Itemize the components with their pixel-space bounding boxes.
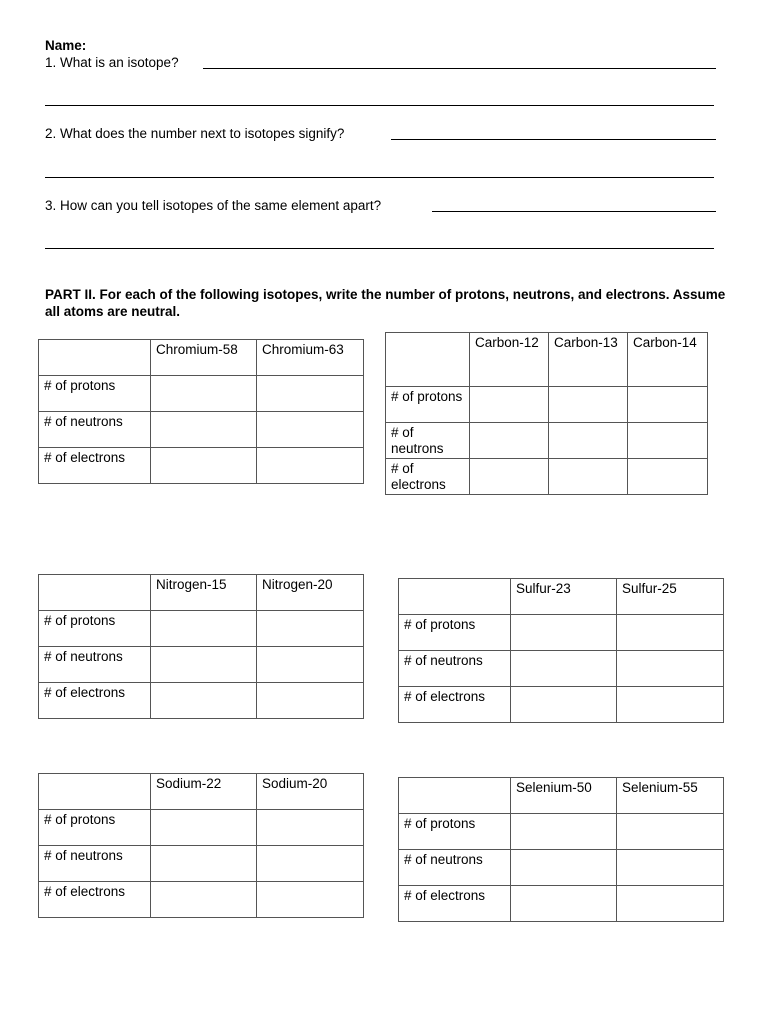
answer-line-2b[interactable] [45, 177, 714, 178]
name-label: Name: [45, 38, 87, 53]
answer-cell[interactable] [151, 846, 257, 882]
answer-cell[interactable] [151, 647, 257, 683]
row-label: # of protons [386, 387, 470, 423]
answer-cell[interactable] [470, 387, 549, 423]
part2-instructions: PART II. For each of the following isotopes, write the number of protons, neutrons, and electrons. Assume all atoms are neutral. [45, 287, 726, 319]
answer-cell[interactable] [257, 376, 364, 412]
answer-line-3a[interactable] [432, 211, 716, 212]
column-header: Carbon-14 [628, 333, 708, 387]
isotope-table-sodium [38, 773, 364, 918]
answer-cell[interactable] [549, 459, 628, 495]
isotope-table-chromium [38, 339, 364, 484]
row-label: # of electrons [399, 886, 511, 922]
row-label: # of electrons [386, 459, 470, 495]
answer-line-3b[interactable] [45, 248, 714, 249]
answer-cell[interactable] [257, 647, 364, 683]
answer-cell[interactable] [511, 886, 617, 922]
row-label: # of neutrons [386, 423, 470, 459]
column-header: Selenium-55 [617, 778, 724, 814]
column-header: Chromium-63 [257, 340, 364, 376]
corner-cell [399, 778, 511, 814]
column-header: Sulfur-25 [617, 579, 724, 615]
column-header: Sulfur-23 [511, 579, 617, 615]
column-header: Chromium-58 [151, 340, 257, 376]
answer-cell[interactable] [511, 615, 617, 651]
answer-cell[interactable] [617, 814, 724, 850]
row-label: # of neutrons [39, 846, 151, 882]
answer-cell[interactable] [617, 850, 724, 886]
answer-cell[interactable] [257, 412, 364, 448]
column-header: Carbon-12 [470, 333, 549, 387]
answer-cell[interactable] [511, 651, 617, 687]
answer-cell[interactable] [470, 459, 549, 495]
answer-cell[interactable] [617, 687, 724, 723]
answer-cell[interactable] [257, 846, 364, 882]
answer-cell[interactable] [617, 651, 724, 687]
column-header: Carbon-13 [549, 333, 628, 387]
row-label: # of protons [39, 611, 151, 647]
corner-cell [39, 340, 151, 376]
answer-cell[interactable] [257, 882, 364, 918]
answer-line-2a[interactable] [391, 139, 716, 140]
answer-cell[interactable] [617, 886, 724, 922]
column-header: Sodium-22 [151, 774, 257, 810]
column-header: Sodium-20 [257, 774, 364, 810]
answer-cell[interactable] [628, 387, 708, 423]
question-2: 2. What does the number next to isotopes signify? [45, 126, 345, 141]
answer-cell[interactable] [470, 423, 549, 459]
corner-cell [386, 333, 470, 387]
answer-cell[interactable] [257, 683, 364, 719]
answer-cell[interactable] [257, 810, 364, 846]
column-header: Nitrogen-20 [257, 575, 364, 611]
corner-cell [399, 579, 511, 615]
answer-cell[interactable] [511, 850, 617, 886]
answer-cell[interactable] [628, 423, 708, 459]
row-label: # of electrons [39, 448, 151, 484]
answer-cell[interactable] [151, 683, 257, 719]
column-header: Nitrogen-15 [151, 575, 257, 611]
row-label: # of protons [399, 814, 511, 850]
answer-line-1b[interactable] [45, 105, 714, 106]
question-3: 3. How can you tell isotopes of the same element apart? [45, 198, 382, 213]
answer-cell[interactable] [617, 615, 724, 651]
answer-cell[interactable] [151, 412, 257, 448]
isotope-table-selenium [398, 777, 724, 922]
corner-cell [39, 774, 151, 810]
row-label: # of electrons [39, 882, 151, 918]
question-1: 1. What is an isotope? [45, 55, 179, 70]
answer-cell[interactable] [151, 882, 257, 918]
corner-cell [39, 575, 151, 611]
answer-cell[interactable] [257, 448, 364, 484]
answer-cell[interactable] [511, 814, 617, 850]
answer-cell[interactable] [257, 611, 364, 647]
answer-cell[interactable] [151, 376, 257, 412]
column-header: Selenium-50 [511, 778, 617, 814]
isotope-table-carbon [385, 332, 708, 495]
row-label: # of neutrons [39, 412, 151, 448]
row-label: # of neutrons [399, 651, 511, 687]
row-label: # of protons [399, 615, 511, 651]
answer-cell[interactable] [151, 448, 257, 484]
answer-cell[interactable] [151, 611, 257, 647]
row-label: # of protons [39, 376, 151, 412]
row-label: # of protons [39, 810, 151, 846]
answer-line-1a[interactable] [203, 68, 716, 69]
isotope-table-nitrogen [38, 574, 364, 719]
answer-cell[interactable] [549, 387, 628, 423]
row-label: # of neutrons [39, 647, 151, 683]
answer-cell[interactable] [511, 687, 617, 723]
row-label: # of electrons [39, 683, 151, 719]
answer-cell[interactable] [628, 459, 708, 495]
answer-cell[interactable] [549, 423, 628, 459]
isotope-table-sulfur [398, 578, 724, 723]
row-label: # of electrons [399, 687, 511, 723]
row-label: # of neutrons [399, 850, 511, 886]
answer-cell[interactable] [151, 810, 257, 846]
